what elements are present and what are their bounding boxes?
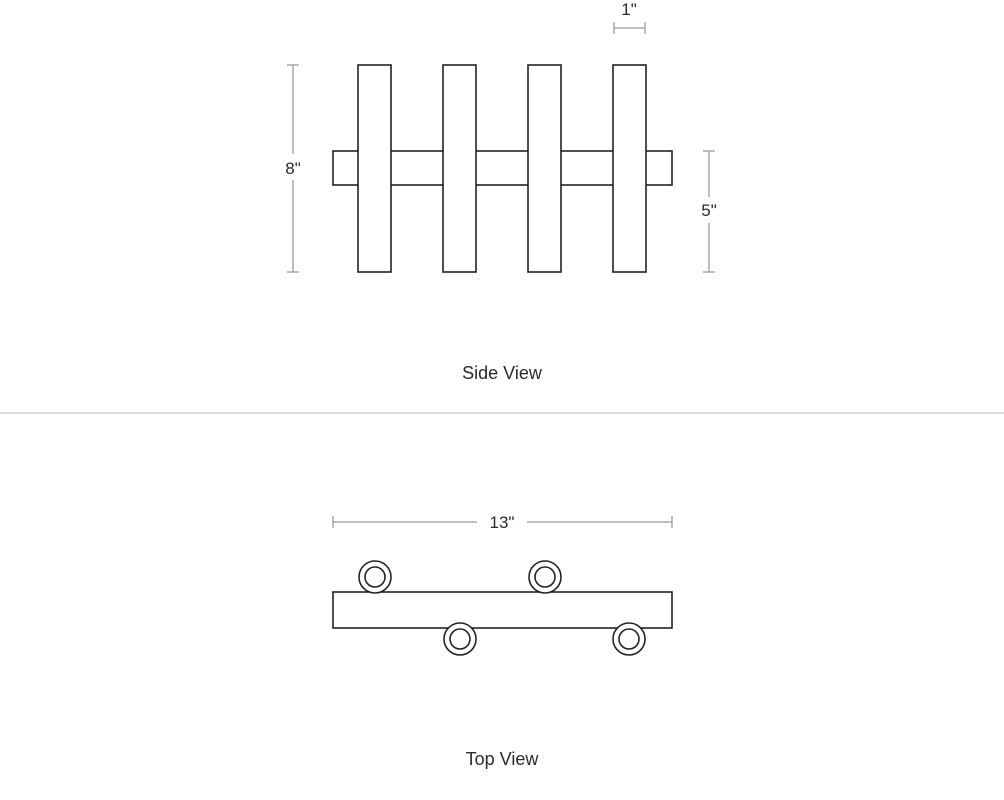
dimension-peg-width <box>614 0 645 34</box>
side-view-peg <box>443 65 476 272</box>
dimension-label-length: 13" <box>489 513 515 532</box>
side-view <box>278 0 724 383</box>
dimension-label-peg-width: 1" <box>621 0 637 19</box>
top-view-peg-end <box>613 623 645 655</box>
top-view-caption: Top View <box>465 749 539 769</box>
side-view-caption: Side View <box>462 363 542 383</box>
top-view-peg-end <box>359 561 391 593</box>
dimension-bar-to-base-height <box>694 151 724 272</box>
side-view-peg <box>358 65 391 272</box>
top-view-bar <box>333 592 672 628</box>
top-view-peg-end <box>529 561 561 593</box>
dimension-label-total-height: 8" <box>285 159 301 178</box>
top-view-peg-end <box>444 623 476 655</box>
dimension-total-height <box>278 65 308 272</box>
dimension-length <box>333 513 672 532</box>
side-view-peg <box>613 65 646 272</box>
side-view-peg <box>528 65 561 272</box>
dimension-label-bar-to-base-height: 5" <box>701 201 717 220</box>
top-view <box>333 513 672 769</box>
